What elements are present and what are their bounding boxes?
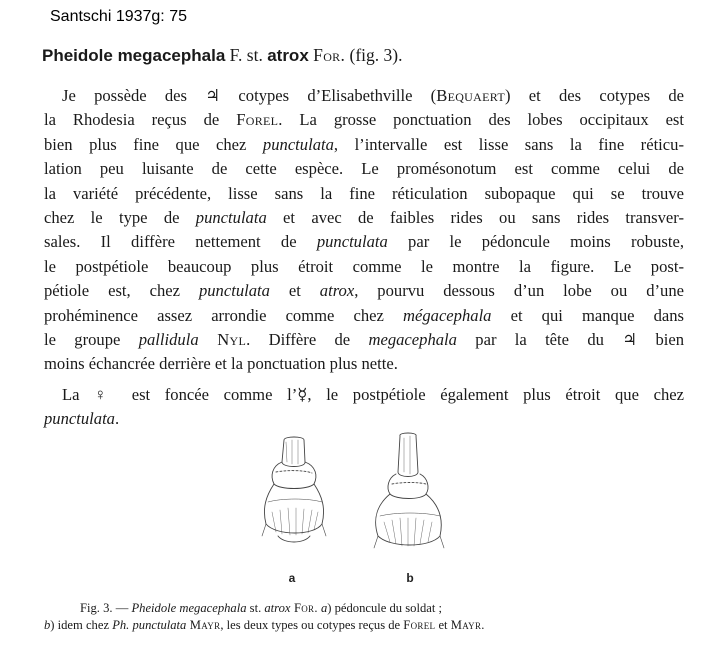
worker-symbol: ♃ bbox=[205, 86, 221, 105]
text-line: Je possède des ♃ cotypes d’Elisabethville (Bequaert) et des cotypes de bbox=[62, 86, 684, 105]
figure-caption bbox=[44, 600, 684, 634]
figure-3-drawing bbox=[232, 432, 472, 592]
subspecies-name: atrox bbox=[267, 46, 309, 65]
author-2: For. bbox=[313, 45, 346, 65]
body-text bbox=[44, 84, 684, 431]
text-line: la variété précédente, lisse sans la fine réticulation subopaque qui se trouve bbox=[44, 183, 684, 203]
figure-label-b: b bbox=[406, 571, 414, 585]
text-line: bien plus fine que chez punctulata, l’intervalle est lisse sans la fine réticu- bbox=[44, 134, 684, 154]
text-line: lation peu luisante de cette espèce. Le promésonotum est comme celui de bbox=[44, 159, 684, 179]
author-1: F. bbox=[229, 45, 243, 65]
figure-a-petiole bbox=[262, 437, 326, 542]
caption-line: Fig. 3. — Pheidole megacephala st. atrox For. a) pédoncule du soldat ; bbox=[80, 601, 442, 615]
figure-label-a: a bbox=[288, 571, 296, 585]
text-line: le groupe pallidula Nyl. Diffère de megacephala par la tête du ♃ bien bbox=[44, 329, 685, 349]
text-line: prohéminence assez arrondie comme chez mégacephala et qui manque dans bbox=[44, 305, 684, 325]
species-name: Pheidole megacephala bbox=[42, 46, 226, 65]
caption-line: b) idem chez Ph. punctulata Mayr, les deux types ou cotypes reçus de Forel et Mayr. bbox=[44, 618, 485, 632]
figure-b-petiole bbox=[374, 433, 444, 548]
text-line: moins échancrée derrière et la ponctuation plus nette. bbox=[44, 354, 398, 374]
text-line: La ♀ est foncée comme l’☿, le postpétiole également plus étroit que chez bbox=[62, 384, 684, 404]
text-line: le postpétiole beaucoup plus étroit comme le montre la figure. Le post- bbox=[44, 256, 684, 276]
figure-ref: (fig. 3). bbox=[349, 45, 403, 65]
text-line: chez le type de punctulata et avec de faibles rides ou sans rides transver- bbox=[44, 207, 684, 227]
text-line: la Rhodesia reçus de Forel. La grosse ponctuation des lobes occipitaux est bbox=[44, 110, 684, 130]
citation-label: Santschi 1937g: 75 bbox=[50, 8, 187, 25]
text-line: pétiole est, chez punctulata et atrox, pourvu dessous d’un lobe ou d’une bbox=[44, 281, 684, 301]
worker-minor-symbol: ☿ bbox=[297, 384, 308, 404]
species-heading bbox=[42, 45, 403, 66]
text-line: sales. Il diffère nettement de punctulata par le pédoncule moins robuste, bbox=[44, 232, 684, 252]
rank: st. bbox=[246, 45, 263, 65]
female-symbol: ♀ bbox=[94, 384, 118, 404]
text-line: punctulata. bbox=[44, 409, 120, 429]
worker-symbol: ♃ bbox=[622, 329, 638, 349]
